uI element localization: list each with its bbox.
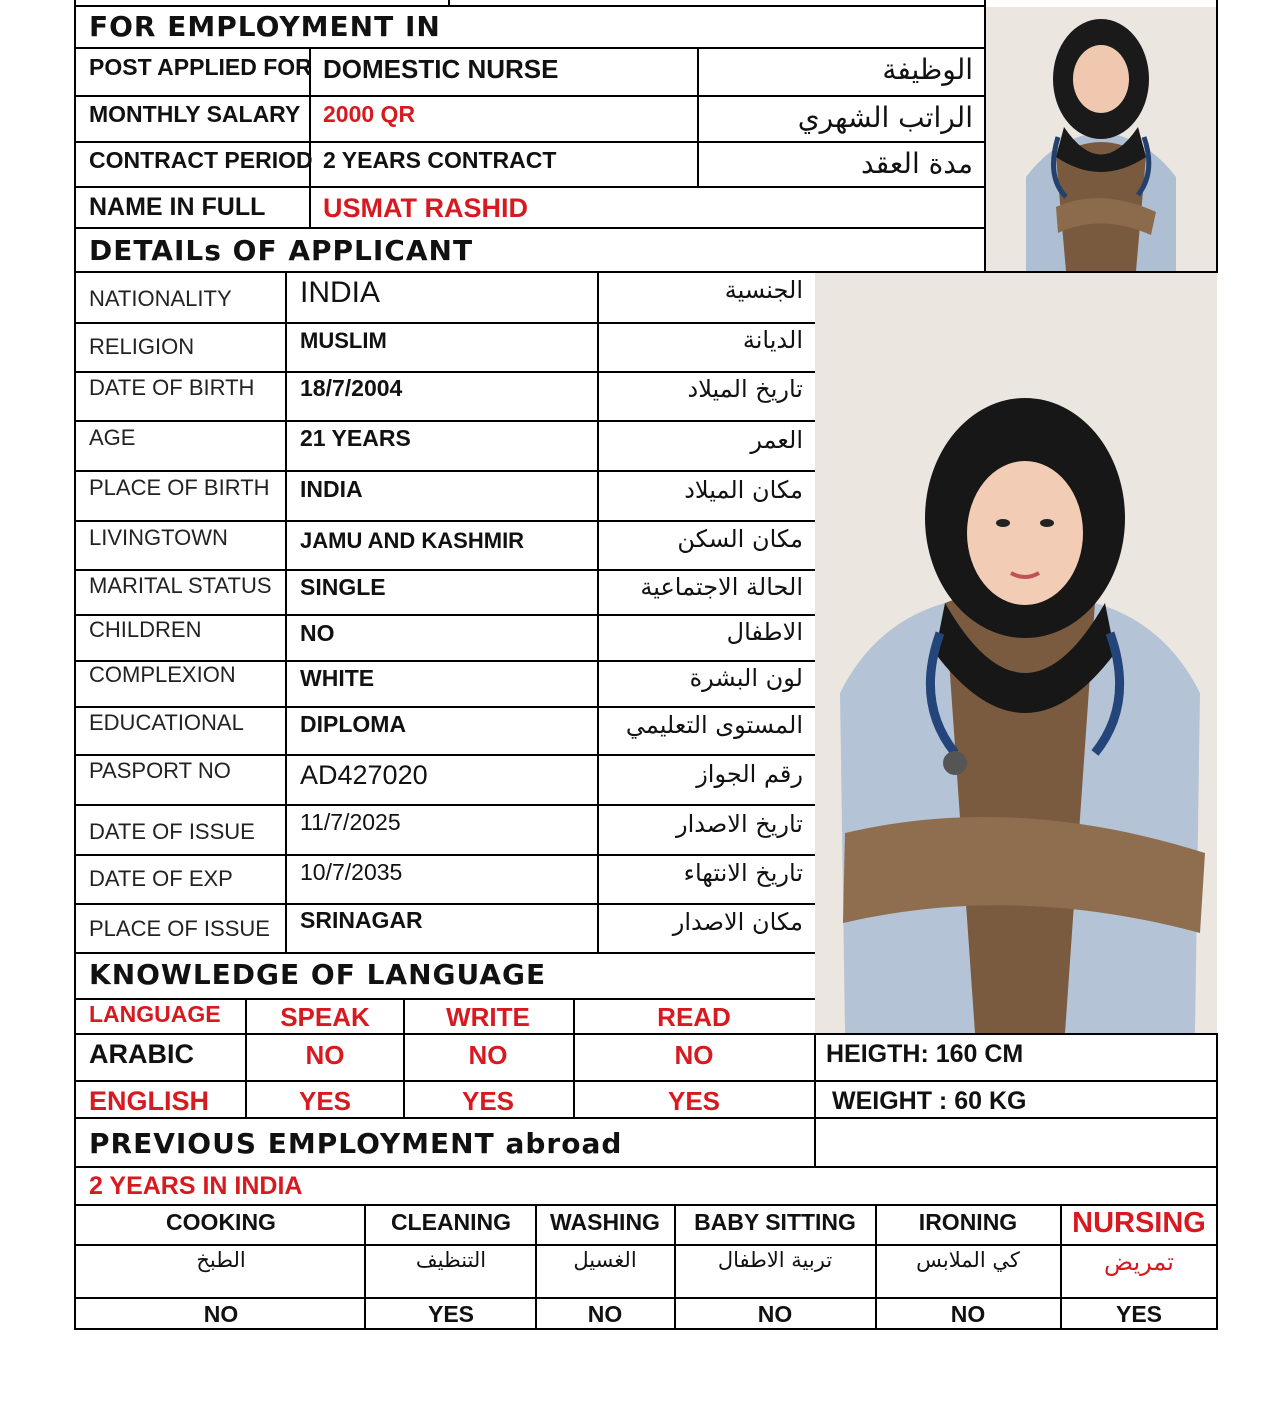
issue-date-value: 11/7/2025: [300, 809, 401, 835]
pob-arabic: مكان الميلاد: [684, 476, 803, 504]
skill-arabic-ironing: كي الملابس: [916, 1248, 1020, 1272]
english-speak: YES: [298, 1086, 352, 1116]
livingtown-label: LIVINGTOWN: [89, 525, 228, 550]
contract-value: 2 YEARS CONTRACT: [323, 147, 557, 173]
pob-value: INDIA: [300, 476, 363, 502]
issue-place-label: PLACE OF ISSUE: [89, 916, 270, 941]
age-label: AGE: [89, 425, 136, 450]
complexion-arabic: لون البشرة: [689, 664, 803, 692]
skill-value-cleaning: YES: [427, 1301, 475, 1327]
applicant-photo-small: [986, 7, 1216, 271]
education-arabic: المستوى التعليمي: [625, 711, 803, 739]
education-label: EDUCATIONAL: [89, 710, 244, 735]
language-header-read: READ: [657, 1002, 731, 1032]
age-arabic: العمر: [750, 426, 803, 454]
issue-date-label: DATE OF ISSUE: [89, 819, 255, 844]
marital-label: MARITAL STATUS: [89, 573, 272, 598]
salary-label: MONTHLY SALARY: [89, 101, 301, 127]
language-header-speak: SPEAK: [280, 1002, 370, 1032]
skill-arabic-baby-sitting: تربية الاطفال: [717, 1248, 833, 1272]
skill-name-ironing: IRONING: [918, 1209, 1018, 1235]
religion-arabic: الديانة: [742, 326, 803, 354]
skill-value-baby-sitting: NO: [757, 1301, 793, 1327]
skill-arabic-washing: الغسيل: [573, 1248, 637, 1272]
skill-name-cleaning: CLEANING: [390, 1209, 512, 1235]
exp-date-label: DATE OF EXP: [89, 866, 233, 891]
contract-label: CONTRACT PERIOD: [89, 147, 313, 173]
skill-value-nursing: YES: [1115, 1301, 1163, 1327]
marital-arabic: الحالة الاجتماعية: [640, 573, 803, 601]
name-label: NAME IN FULL: [89, 193, 266, 221]
pob-label: PLACE OF BIRTH: [89, 475, 270, 500]
passport-value: AD427020: [300, 760, 428, 790]
religion-label: RELIGION: [89, 334, 195, 359]
skill-value-ironing: NO: [950, 1301, 986, 1327]
children-value: NO: [300, 620, 335, 646]
skill-arabic-cleaning: التنظيف: [415, 1248, 487, 1272]
arabic-write: NO: [468, 1040, 508, 1070]
arabic-speak: NO: [305, 1040, 345, 1070]
contract-arabic: مدة العقد: [861, 147, 973, 180]
skill-value-cooking: NO: [203, 1301, 239, 1327]
arabic-read: NO: [674, 1040, 714, 1070]
issue-place-value: SRINAGAR: [300, 907, 423, 933]
skill-name-cooking: COOKING: [166, 1209, 276, 1235]
applicant-photo-large: [815, 273, 1217, 1033]
nationality-label: NATIONALITY: [89, 286, 232, 311]
language-header-write: WRITE: [446, 1002, 530, 1032]
post-arabic: الوظيفة: [882, 53, 973, 86]
religion-value: MUSLIM: [300, 328, 387, 353]
language-name-english: ENGLISH: [89, 1086, 210, 1116]
dob-label: DATE OF BIRTH: [89, 375, 255, 400]
skill-value-washing: NO: [587, 1301, 623, 1327]
height-value: HEIGTH: 160 CM: [826, 1040, 1024, 1068]
name-value: USMAT RASHID: [323, 193, 528, 223]
livingtown-arabic: مكان السكن: [677, 525, 803, 553]
skill-arabic-nursing: تمريض: [1104, 1248, 1174, 1276]
language-name-arabic: ARABIC: [89, 1039, 194, 1069]
children-label: CHILDREN: [89, 617, 202, 642]
passport-label: PASPORT NO: [89, 758, 231, 783]
salary-arabic: الراتب الشهري: [797, 101, 973, 134]
complexion-label: COMPLEXION: [89, 662, 236, 687]
children-arabic: الاطفال: [726, 618, 803, 646]
complexion-value: WHITE: [300, 665, 375, 691]
weight-value: WEIGHT : 60 KG: [832, 1087, 1027, 1115]
dob-arabic: تاريخ الميلاد: [687, 375, 803, 403]
skill-name-nursing: NURSING: [1072, 1207, 1206, 1239]
nationality-value: INDIA: [300, 276, 381, 309]
exp-date-value: 10/7/2035: [300, 859, 403, 885]
english-read: YES: [667, 1086, 721, 1116]
salary-value: 2000 QR: [323, 101, 416, 127]
dob-value: 18/7/2004: [300, 375, 403, 401]
language-header-language: LANGUAGE: [89, 1001, 221, 1027]
employment-title: FOR EMPLOYMENT IN: [89, 10, 441, 43]
education-value: DIPLOMA: [300, 711, 407, 737]
language-title: KNOWLEDGE OF LANGUAGE: [89, 958, 547, 991]
nationality-arabic: الجنسية: [724, 276, 803, 304]
post-label: POST APPLIED FOR: [89, 54, 312, 80]
details-title: DETAILs OF APPLICANT: [89, 234, 474, 267]
english-write: YES: [461, 1086, 515, 1116]
passport-arabic: رقم الجواز: [696, 760, 803, 788]
exp-date-arabic: تاريخ الانتهاء: [683, 859, 803, 887]
skill-name-baby-sitting: BABY SITTING: [694, 1209, 856, 1235]
issue-date-arabic: تاريخ الاصدار: [676, 810, 803, 838]
marital-value: SINGLE: [300, 574, 386, 600]
skill-name-washing: WASHING: [550, 1209, 660, 1235]
age-value: 21 YEARS: [300, 425, 411, 451]
issue-place-arabic: مكان الاصدار: [672, 908, 803, 936]
skill-arabic-cooking: الطبخ: [196, 1248, 246, 1272]
post-value: DOMESTIC NURSE: [323, 54, 559, 84]
experience-value: 2 YEARS IN INDIA: [89, 1172, 303, 1200]
livingtown-value: JAMU AND KASHMIR: [300, 528, 525, 553]
employment-title: PREVIOUS EMPLOYMENT abroad: [89, 1127, 623, 1160]
